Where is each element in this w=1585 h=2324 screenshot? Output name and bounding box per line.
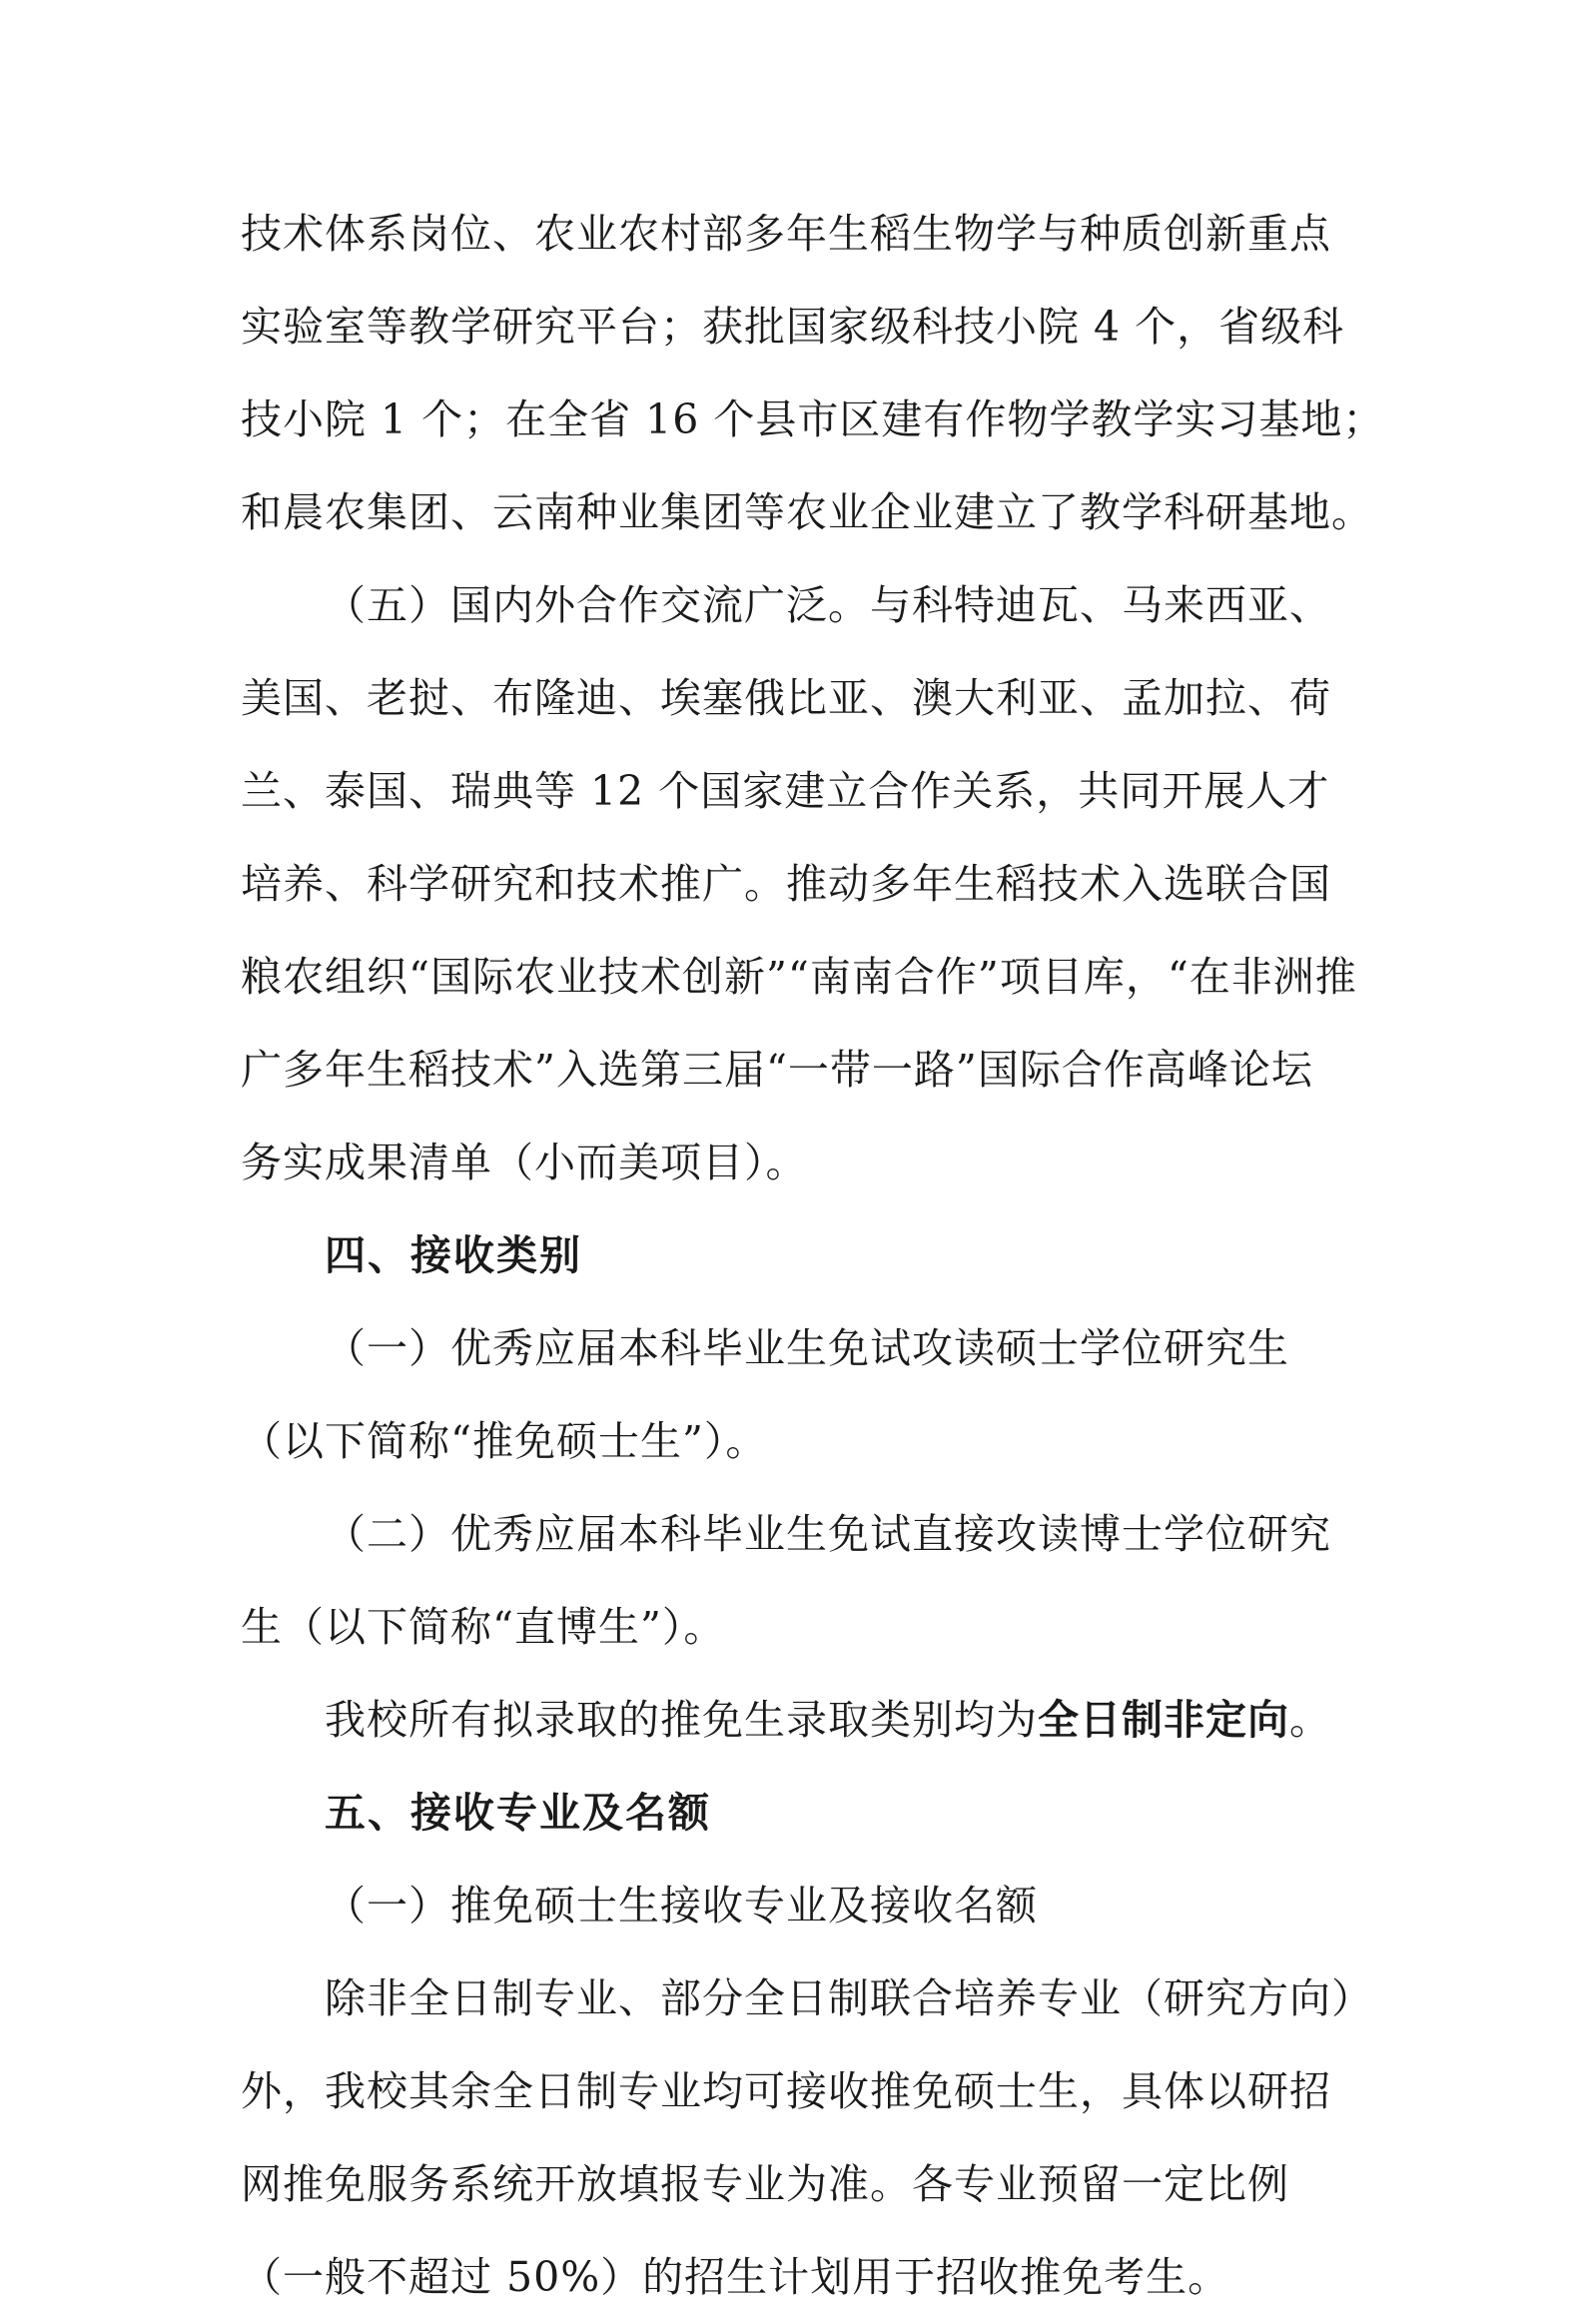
paragraph-line bbox=[241, 1674, 1354, 1767]
paragraph-line: 网推免服务系统开放填报专业为准。各专业预留一定比例 bbox=[241, 2160, 1289, 2208]
paragraph-line: 外，我校其余全日制专业均可接收推免硕士生，具体以研招 bbox=[241, 2067, 1331, 2115]
paragraph-line: 技术体系岗位、农业农村部多年生稻生物学与种质创新重点 bbox=[241, 210, 1331, 258]
paragraph-text: 。 bbox=[1289, 1696, 1331, 1744]
section-heading: 五、接收专业及名额 bbox=[325, 1789, 711, 1837]
paragraph-line: 和晨农集团、云南种业集团等农业企业建立了教学科研基地。 bbox=[241, 488, 1373, 536]
section-heading: 四、接收类别 bbox=[325, 1231, 582, 1279]
paragraph-line: （一）优秀应届本科毕业生免试攻读硕士学位研究生 bbox=[325, 1324, 1289, 1372]
document-body bbox=[241, 188, 1385, 2324]
paragraph-line: 广多年生稻技术”入选第三届“一带一路”国际合作高峰论坛 bbox=[241, 1046, 1313, 1094]
paragraph-line: （二）优秀应届本科毕业生免试直接攻读博士学位研究 bbox=[325, 1510, 1331, 1558]
paragraph-line: 技小院 1 个；在全省 16 个县市区建有作物学教学实习基地； bbox=[241, 395, 1385, 443]
paragraph-line: 培养、科学研究和技术推广。推动多年生稻技术入选联合国 bbox=[241, 860, 1331, 908]
paragraph-line: （以下简称“推免硕士生”）。 bbox=[241, 1417, 768, 1465]
paragraph-line: 务实成果清单（小而美项目）。 bbox=[241, 1139, 808, 1186]
paragraph-line: 除非全日制专业、部分全日制联合培养专业（研究方向） bbox=[325, 1974, 1373, 2022]
paragraph-line: （五）国内外合作交流广泛。与科特迪瓦、马来西亚、 bbox=[325, 581, 1331, 629]
emphasis-text: 全日制非定向 bbox=[1038, 1696, 1289, 1744]
paragraph-line: 美国、老挝、布隆迪、埃塞俄比亚、澳大利亚、孟加拉、荷 bbox=[241, 674, 1331, 722]
paragraph-line: （一般不超过 50%）的招生计划用于招收推免考生。 bbox=[241, 2253, 1230, 2301]
paragraph-text: 我校所有拟录取的推免生录取类别均为 bbox=[325, 1696, 1038, 1744]
paragraph-line: 粮农组织“国际农业技术创新”“南南合作”项目库，“在非洲推 bbox=[241, 953, 1357, 1001]
paragraph-line: 兰、泰国、瑞典等 12 个国家建立合作关系，共同开展人才 bbox=[241, 767, 1330, 815]
paragraph-line: （一）推免硕士生接收专业及接收名额 bbox=[325, 1882, 1038, 1930]
paragraph-line: 生（以下简称“直博生”）。 bbox=[241, 1603, 726, 1651]
paragraph-line: 实验室等教学研究平台；获批国家级科技小院 4 个，省级科 bbox=[241, 303, 1345, 351]
